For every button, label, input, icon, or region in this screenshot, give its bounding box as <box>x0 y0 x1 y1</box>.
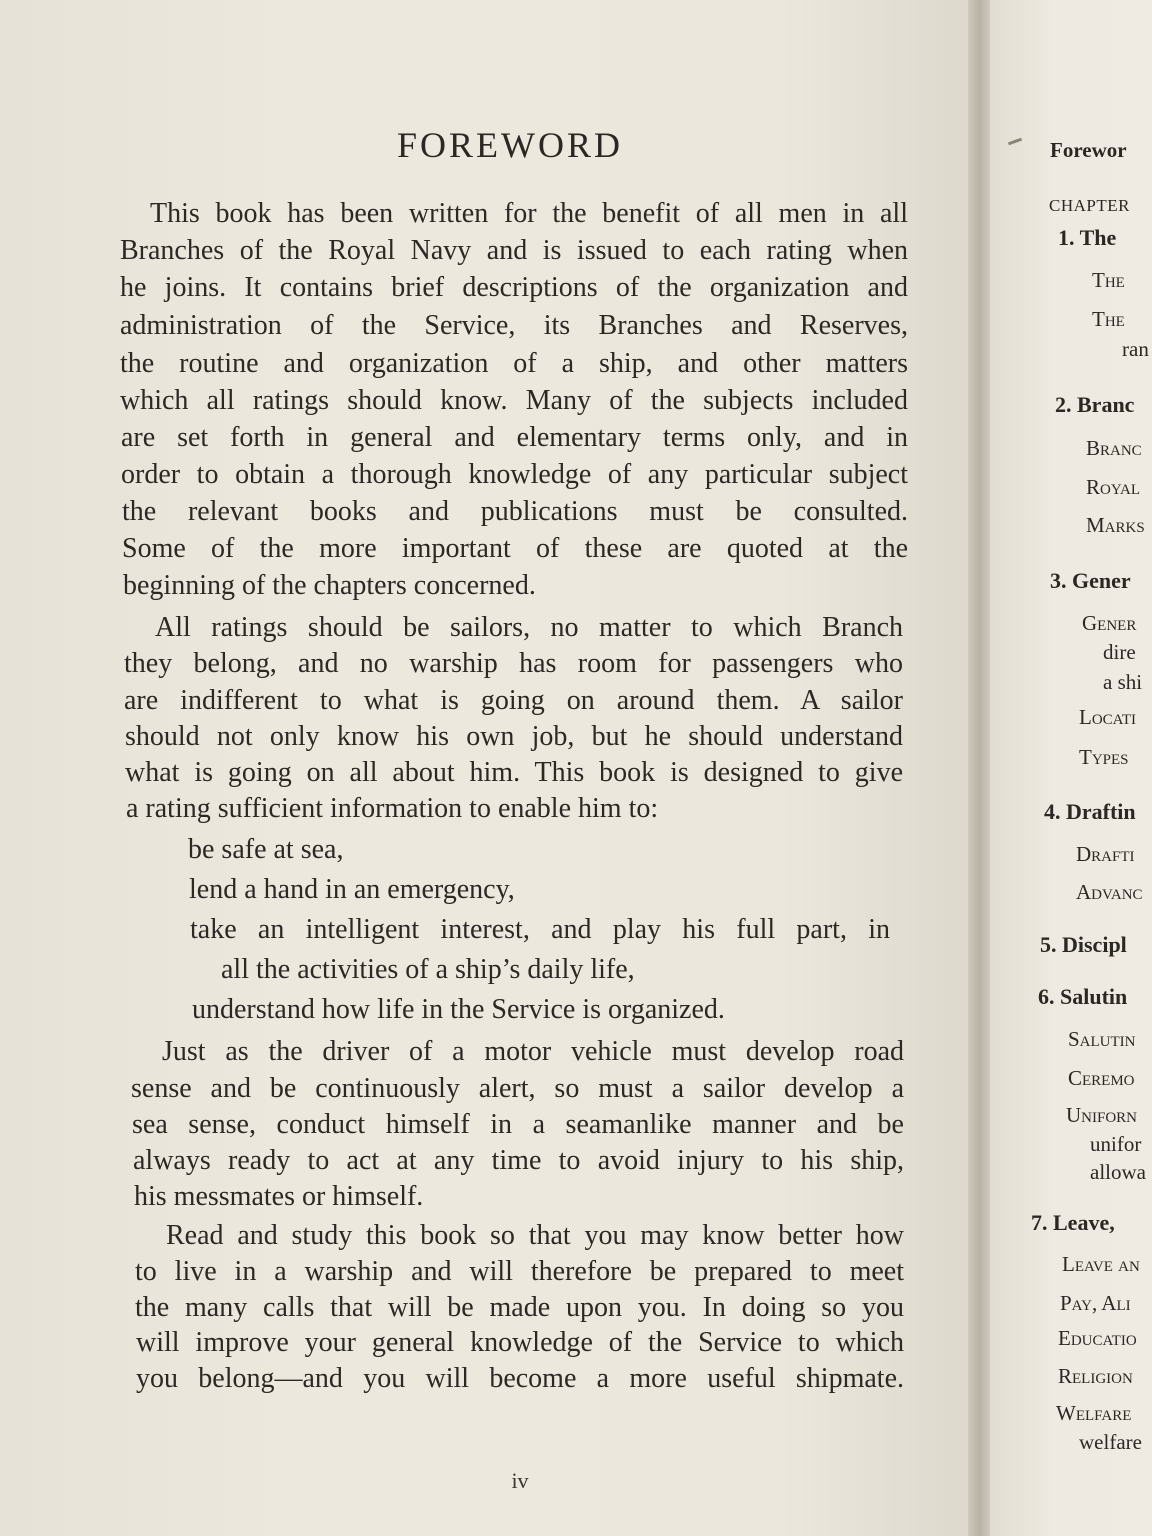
page-title: FOREWORD <box>396 125 623 165</box>
body-line: Branches of the Royal Navy and is issued to each rating when <box>120 235 908 266</box>
toc-section: welfare <box>1079 1430 1142 1454</box>
toc-section: allowa <box>1090 1160 1146 1184</box>
toc-section: Royal <box>1086 475 1141 499</box>
list-item: be safe at sea, <box>188 834 344 865</box>
toc-section: Educatio <box>1058 1326 1137 1350</box>
toc-section: Leave an <box>1062 1252 1140 1276</box>
body-line: will improve your general knowledge of the Service to which <box>136 1327 904 1358</box>
toc-section: ran <box>1122 337 1149 361</box>
body-line: they belong, and no warship has room for passengers who <box>124 648 903 679</box>
toc-section: Uniforn <box>1066 1103 1138 1127</box>
toc-chapter: 6. Salutin <box>1038 984 1128 1009</box>
body-line: sea sense, conduct himself in a seamanlike manner and be <box>132 1109 904 1140</box>
toc-chapter: 5. Discipl <box>1040 932 1127 957</box>
body-line: order to obtain a thorough knowledge of any particular subject <box>121 459 908 490</box>
body-line: administration of the Service, its Branches and Reserves, <box>120 310 908 341</box>
body-line: the relevant books and publications must be consulted. <box>122 496 908 527</box>
body-line: a rating sufficient information to enable him to: <box>126 793 659 824</box>
toc-section: Religion <box>1058 1364 1133 1388</box>
toc-chapter: 1. The <box>1058 225 1117 250</box>
body-line: always ready to act at any time to avoid injury to his ship, <box>133 1145 904 1176</box>
toc-section: Branc <box>1086 436 1142 460</box>
toc-section: Drafti <box>1076 842 1135 866</box>
toc-chapter: 2. Branc <box>1055 392 1135 417</box>
list-item: understand how life in the Service is organized. <box>192 994 725 1025</box>
chapter-label: CHAPTER <box>1049 196 1130 215</box>
list-item: take an intelligent interest, and play his full part, in <box>190 914 890 945</box>
body-line: Read and study this book so that you may know better how <box>166 1220 904 1251</box>
body-line: beginning of the chapters concerned. <box>123 570 536 601</box>
body-line: which all ratings should know. Many of the subjects included <box>120 385 908 416</box>
toc-section: Marks <box>1086 513 1145 537</box>
toc-section: Salutin <box>1068 1027 1136 1051</box>
page-number: iv <box>511 1468 529 1493</box>
body-line: This book has been written for the benefit of all men in all <box>150 198 908 229</box>
contents-heading: Forewor <box>1050 138 1127 162</box>
body-line: Some of the more important of these are quoted at the <box>122 533 908 564</box>
list-item: all the activities of a ship’s daily life, <box>221 954 635 985</box>
toc-chapter: 3. Gener <box>1050 568 1131 593</box>
toc-section: The <box>1092 307 1125 331</box>
toc-section: a shi <box>1103 670 1143 694</box>
list-item: lend a hand in an emergency, <box>189 874 515 905</box>
toc-section: dire <box>1103 640 1136 664</box>
toc-chapter: 4. Draftin <box>1044 799 1136 824</box>
toc-section: Welfare <box>1056 1401 1132 1425</box>
body-line: to live in a warship and will therefore be prepared to meet <box>135 1256 904 1287</box>
toc-section: Advanc <box>1076 880 1143 904</box>
body-line: you belong—and you will become a more useful shipmate. <box>136 1363 904 1394</box>
toc-section: Types <box>1079 745 1129 769</box>
body-line: what is going on all about him. This book is designed to give <box>125 757 903 788</box>
toc-section: The <box>1092 268 1125 292</box>
toc-section: Locati <box>1079 705 1136 729</box>
body-line: the many calls that will be made upon you. In doing so you <box>135 1292 904 1323</box>
body-line: All ratings should be sailors, no matter to which Branch <box>155 612 903 643</box>
body-line: should not only know his own job, but he should understand <box>125 721 903 752</box>
toc-section: Gener <box>1082 611 1137 635</box>
body-line: are indifferent to what is going on around them. A sailor <box>124 685 903 716</box>
toc-section: Ceremo <box>1068 1066 1135 1090</box>
body-line: are set forth in general and elementary terms only, and in <box>121 422 908 453</box>
body-line: his messmates or himself. <box>134 1181 424 1212</box>
toc-section: unifor <box>1090 1132 1142 1156</box>
body-line: Just as the driver of a motor vehicle must develop road <box>162 1036 904 1067</box>
body-line: sense and be continuously alert, so must a sailor develop a <box>131 1073 904 1104</box>
body-line: the routine and organization of a ship, and other matters <box>120 348 908 379</box>
toc-chapter: 7. Leave, <box>1031 1210 1115 1235</box>
toc-section: Pay, Ali <box>1060 1291 1131 1315</box>
body-line: he joins. It contains brief descriptions of the organization and <box>120 272 908 303</box>
